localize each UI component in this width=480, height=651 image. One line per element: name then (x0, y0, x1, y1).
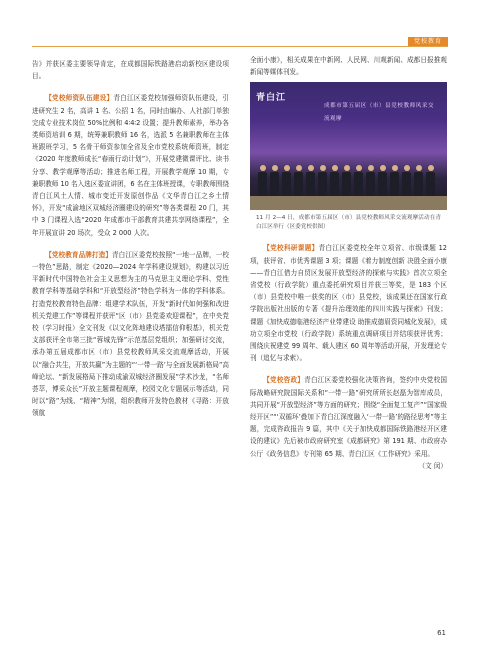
section-brand-text: 青白江区委党校按照“一地一品牌，一校一特色”思路，制定《2020—2024 年学科建设规划》，构建以习近平新时代中国特色社会主义思想为主的马克思主义理论学科、党性教育学科等基础学科和“开放型经济”特色学科为一体的学科体系。打造党校教育特色品牌：组建学术队伍，开发“新时代如何强和改进机关党建工作”等课程并获评“区（市）县党委欢迎课程”，在中央党校（学习时报）全文刊发《以文化阵地建设塔擂信仰根基》，机关党支部获评全市第三批“蓉城先锋”示范基层党组织；加强研讨交流，承办第五届成都市区（市）县党校教师风采交流观摩活动，开展以“融合共生，开放共赢”为主题的“‘一带一路’与全面发展新格局”高峰论坛、“新发展格局下推动成渝双城经济圈发展”学术沙龙，“名师荟萃，博采众长”开放主题课程观摩，校园文化专题展示等活动，同时以“路”为线、“精神”为纲，组织教师开发特色教材《寻路：开放领航 (32, 250, 229, 418)
section-consulting-tag: 【党校咨政】 (263, 376, 305, 385)
section-research-text: 青白江区委党校全年立项省、市级课题 12 项，获评省、市优秀课题 3 项；课题《着力制度创新 决胜全面小康——青白江借力自贸区发展开放型经济的探索与实践》首次立项全省党校（行政学院）重点委托研究项目并获三等奖，是 183 个区（市）县党校中唯一获奖的区（市）县党校，该成果还在国家行政学院出版社出版的专著《提升治理效能的四川实践与探索》刊发；课题《加快成德临港经济产业带建设 助推成德眉资同城化发展》，成功立项全市党校（行政学院）系统重点调研项目并结项获评优秀；围绕庆祝建党 99 周年、载人建区 60 周年等活动开展，开发理论专刊（追忆与求索）。 (250, 244, 447, 363)
header-rule (32, 46, 448, 47)
left-column (32, 58, 229, 420)
section-brand-tag: 【党校教育品牌打造】 (45, 250, 112, 259)
event-photo (250, 82, 447, 210)
left-paragraph-continued: 告》并获区委主要领导肯定，在成都国际铁路港启动新校区建设项目。 (32, 60, 229, 81)
section-tag: 党校教育 (408, 37, 448, 46)
right-column (250, 54, 447, 472)
section-consulting (250, 374, 447, 459)
section-faculty-text: 青白江区委党校加强师资队伍建设，引进研究生 2 名，高讲 1 名、公招 1 名，同时由编办、人社部门单独完成专业技术岗位 50%比例和 4∶4∶2 设置；提升教师素养，举办各类师资培训 6 期，统筹兼职教师 16 名，选派 5 名兼职教师在主体班跟班学习，5 名骨干师资参加全省及全市党校系统师资班，制定《2020 年度教师成长“春雨行动计划”》，开展党建微课评比、读书分享、教学观摩等活动；推进名师工程，开展教学观摩 10 期，专兼职教师 10 名入选区委宣讲团，6 名在主体班授课，专职教师围绕青白江风土人情、城市变迁开发原创作品《文华青白江之乡土情怀》，开发“成渝地区双城经济圈建设的研究”等各类课程 20 门，其中 3 门课程入选“2020 年成都市干部教育共建共享网络课程”，全年开展宣讲 20 场次，受众 2 000 人次。 (32, 94, 230, 237)
section-brand-building (32, 249, 229, 420)
page-number: 61 (437, 629, 446, 637)
photo-banner-title: 青白江 (256, 93, 287, 104)
photo-floor (250, 196, 447, 210)
section-research-tag: 【党校科研课题】 (263, 244, 319, 253)
right-paragraph-continued: 全面小康》，相关成果在中新网、人民网、川观新闻、成都日报推观新闻等媒体刊发。 (250, 56, 447, 77)
photo-caption: 11 月 2—4 日，成都市第五届区（市）县党校教师风采交流观摩活动在青白江区举行（区委党校供图） (256, 215, 441, 231)
author-attribution: （文 闵） (418, 461, 447, 470)
section-faculty-tag: 【党校师资队伍建设】 (45, 94, 114, 103)
section-consulting-text: 青白江区委党校强化决策咨询，签约中央党校国际战略研究院国际关系和“一带一路”研究所所长赵磊为智库成员，共同开展“开放型经济”等方面的研究；围绕“全面复工复产”“国家级经开区”“‘双循环’叠加下青白江深度融入‘一带一路’的路径思考”等主题，完成咨政报告 9 篇，其中《关于加快成都国际铁路港经开区建设的建议》先后被市政府研究室《成都研究》第 191 期、市政府办公厅《政务信息》专刊第 65 期、青白江区《工作研究》采用。 (250, 376, 448, 458)
photo-crowd (254, 150, 443, 196)
section-faculty-building (32, 92, 229, 238)
photo-banner-subtitle: 成都市第五届区（市）县党校教师风采交流观摩 (324, 103, 434, 122)
section-research (250, 242, 447, 364)
